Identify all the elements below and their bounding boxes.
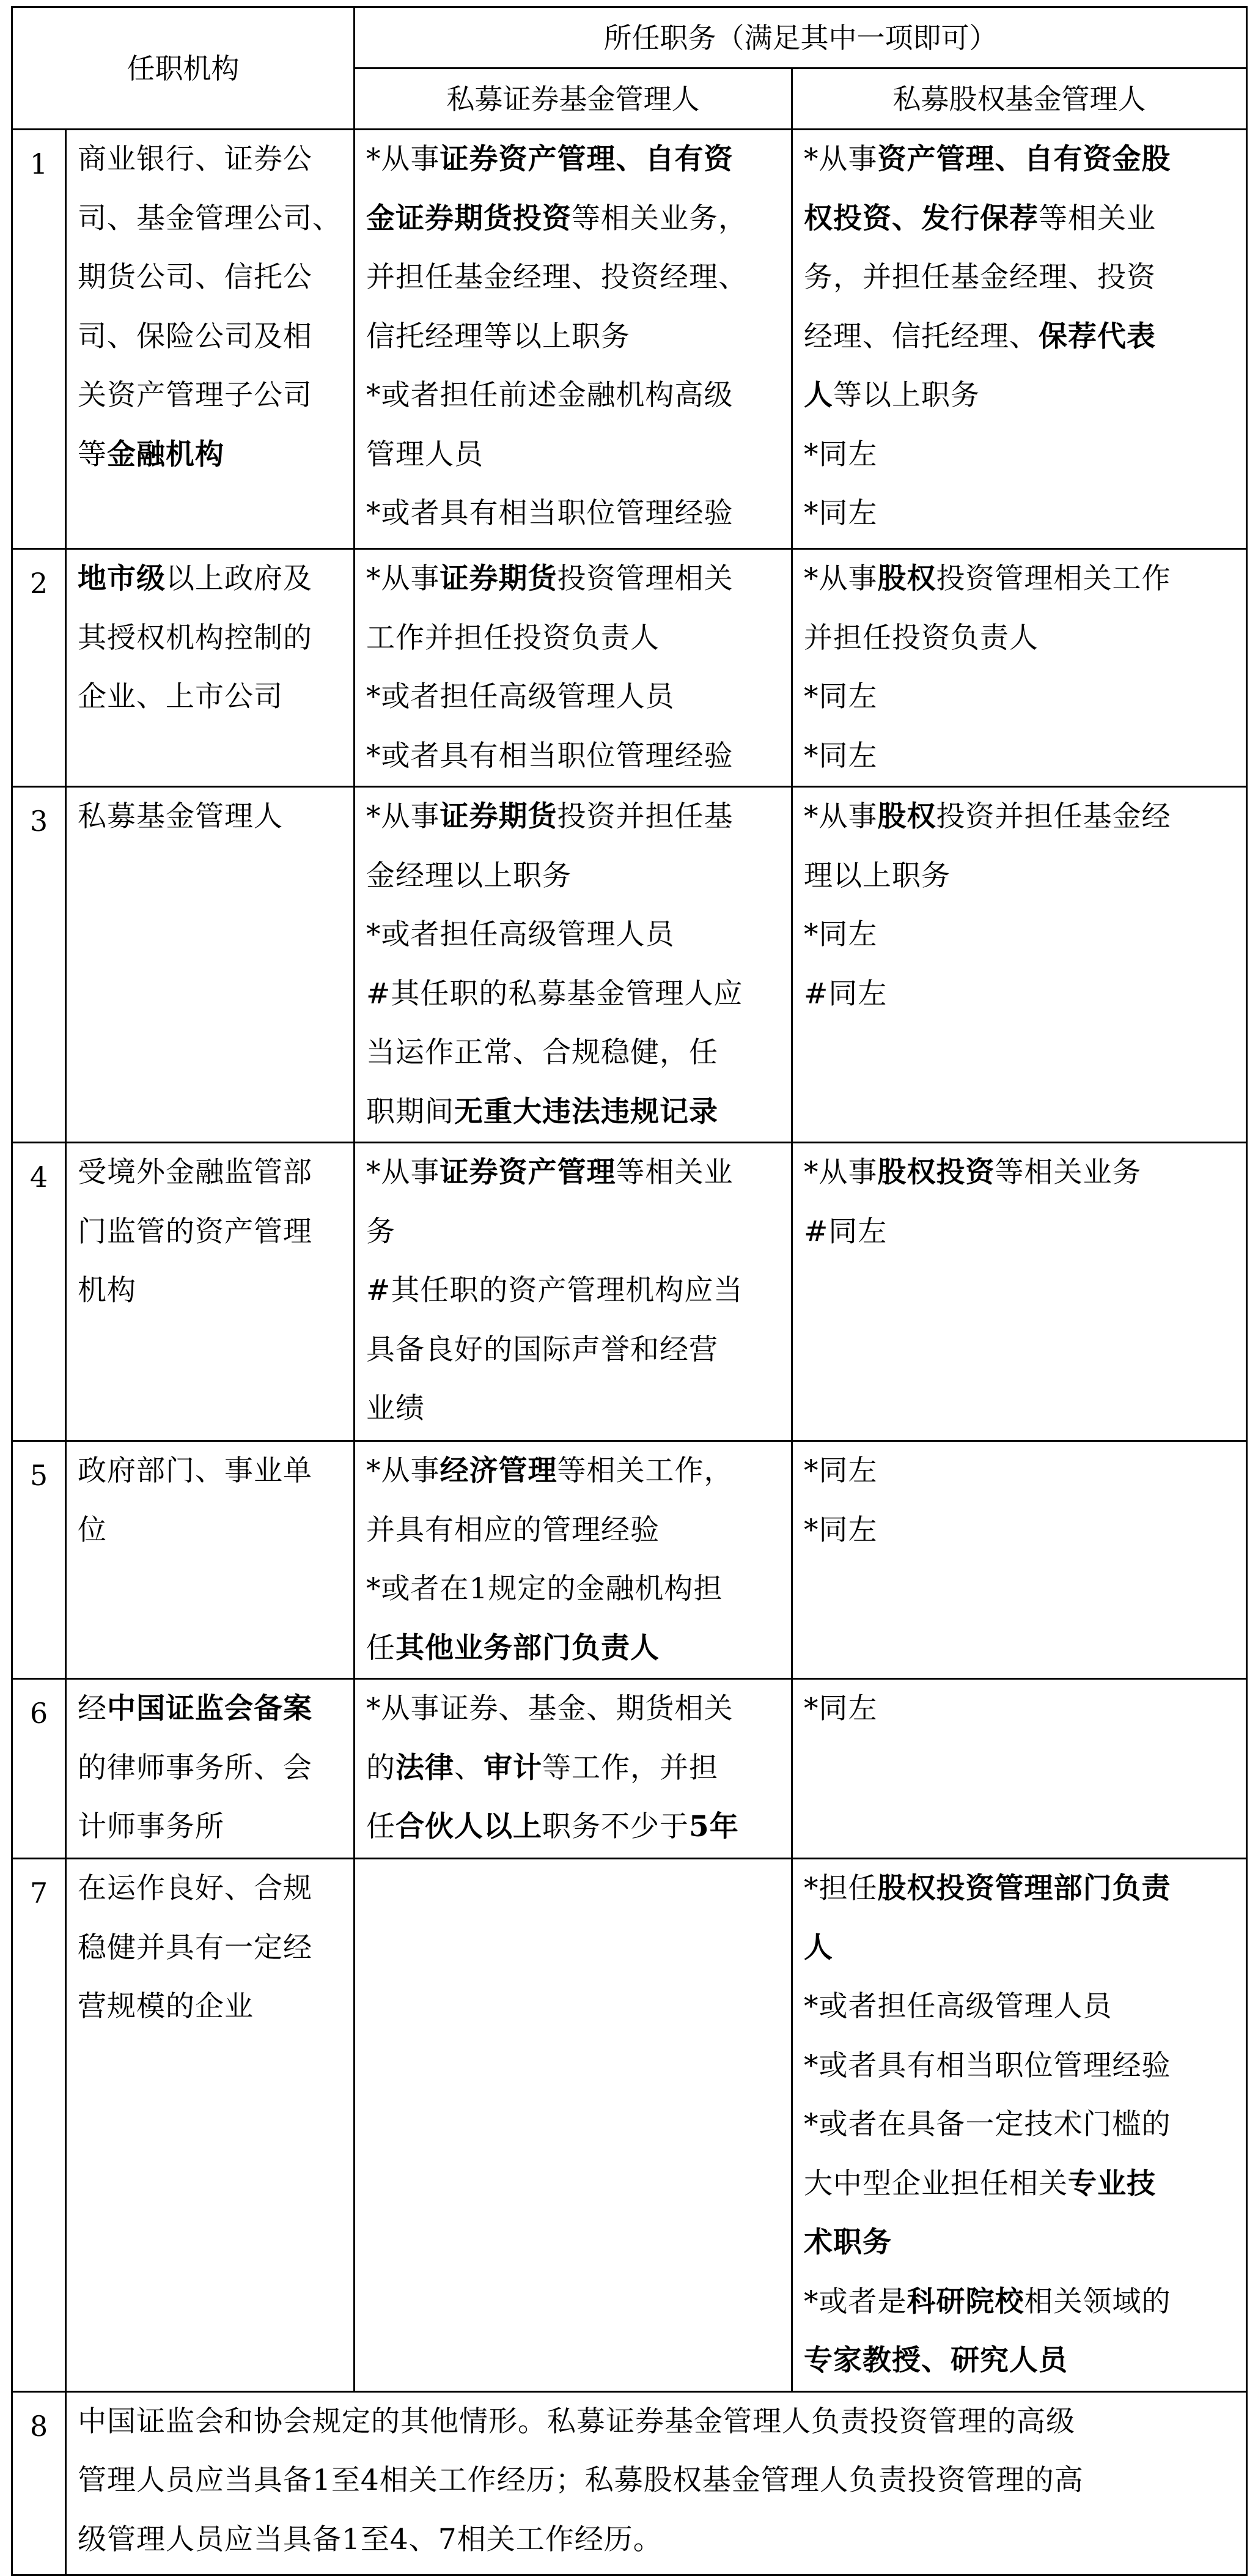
text-segment: *或者在具备一定技术门槛的 xyxy=(804,2108,1171,2141)
table-row xyxy=(12,1441,1247,1679)
institution-line xyxy=(78,308,342,367)
text-segment: *同左 xyxy=(804,918,878,951)
emphasis-text: 合伙人以上 xyxy=(395,1810,542,1843)
emphasis-text: 其他业务部门负责人 xyxy=(395,1631,660,1665)
emphasis-text: 股权投资 xyxy=(877,1156,995,1189)
securities-requirement-line xyxy=(366,484,780,544)
other-situations-line: 管理人员应当具备1至4相关工作经历；私募股权基金管理人负责投资管理的高 xyxy=(78,2463,1084,2497)
table-row xyxy=(12,1143,1247,1441)
equity-requirement-line xyxy=(804,550,1235,609)
emphasis-text: 专家教授、研究人员 xyxy=(804,2344,1068,2377)
header-securities-manager: 私募证券基金管理人 xyxy=(355,68,792,130)
securities-requirement-cell xyxy=(355,1441,792,1679)
text-segment: 位 xyxy=(78,1513,107,1547)
equity-requirement-line xyxy=(804,727,1235,786)
text-segment: *从事证券、基金、期货相关 xyxy=(366,1692,734,1725)
text-segment: *或者在1规定的金融机构担 xyxy=(366,1572,723,1606)
emphasis-text: 地市级 xyxy=(78,562,166,596)
institution-cell xyxy=(66,787,355,1143)
equity-requirement-line xyxy=(804,906,1235,965)
equity-requirement-line xyxy=(804,2155,1235,2214)
securities-requirement-line xyxy=(366,1798,780,1857)
institution-line xyxy=(78,788,342,847)
text-segment: 、 xyxy=(454,1751,484,1785)
text-segment: 受境外金融监管部 xyxy=(78,1156,312,1189)
text-segment: 投资并担任基金经 xyxy=(936,800,1171,833)
institution-line xyxy=(78,190,342,249)
text-segment: *从事 xyxy=(366,1454,440,1488)
equity-requirement-line xyxy=(804,2095,1235,2155)
text-segment: 金经理以上职务 xyxy=(366,858,572,893)
securities-requirement-line xyxy=(366,609,780,668)
institution-line xyxy=(78,366,342,426)
securities-requirement-line xyxy=(366,727,780,786)
text-segment: *同左 xyxy=(804,437,878,471)
emphasis-text: 股权投资管理部门负责 xyxy=(877,1872,1171,1905)
table-row-footer xyxy=(12,2391,1247,2575)
text-segment: 司、保险公司及相 xyxy=(78,319,312,353)
text-segment: #其任职的资产管理机构应当 xyxy=(366,1274,743,1307)
securities-requirement-line xyxy=(366,965,780,1024)
text-segment: 司、基金管理公司、 xyxy=(78,201,342,235)
text-segment: 计师事务所 xyxy=(78,1810,224,1843)
row-number: 2 xyxy=(12,549,66,787)
institution-cell xyxy=(66,1441,355,1679)
text-segment: 机构 xyxy=(78,1274,136,1307)
equity-requirement-line xyxy=(804,366,1235,426)
text-segment: #同左 xyxy=(804,976,888,1011)
emphasis-text: 人 xyxy=(804,378,833,412)
header-position-group: 所任职务（满足其中一项即可） xyxy=(355,7,1247,68)
text-segment: *从事 xyxy=(366,142,440,176)
institution-line xyxy=(78,1739,342,1798)
text-segment: 经理、信托经理、 xyxy=(804,319,1039,353)
row-number: 5 xyxy=(12,1441,66,1679)
table-row xyxy=(12,130,1247,549)
text-segment: 相关领域的 xyxy=(1024,2284,1171,2319)
equity-requirement-line xyxy=(804,788,1235,847)
securities-requirement-line xyxy=(366,906,780,965)
emphasis-text: 证券期货 xyxy=(440,562,557,596)
text-segment: 企业、上市公司 xyxy=(78,680,283,714)
text-segment: 营规模的企业 xyxy=(78,1990,254,2023)
text-segment: 当运作正常、合规稳健，任 xyxy=(366,1036,718,1069)
securities-requirement-line xyxy=(366,550,780,609)
equity-requirement-line xyxy=(804,609,1235,668)
emphasis-text: 保荐代表 xyxy=(1039,319,1156,353)
emphasis-text: 金融机构 xyxy=(107,437,224,471)
institution-line xyxy=(78,1859,342,1919)
emphasis-text: 经济管理 xyxy=(440,1454,557,1488)
header-row-top xyxy=(12,7,1247,68)
securities-requirement-line xyxy=(366,1321,780,1380)
text-segment: *从事 xyxy=(804,142,878,176)
securities-requirement-cell xyxy=(355,1679,792,1859)
securities-requirement-cell xyxy=(355,787,792,1143)
equity-requirement-cell xyxy=(792,549,1247,787)
equity-requirement-line xyxy=(804,190,1235,249)
text-segment: 业绩 xyxy=(366,1392,425,1425)
text-segment: 关资产管理子公司 xyxy=(78,378,312,412)
text-segment: *或者担任高级管理人员 xyxy=(366,918,675,951)
securities-requirement-line xyxy=(366,1501,780,1560)
text-segment: *或者具有相当职位管理经验 xyxy=(804,2048,1171,2083)
emphasis-text: 人 xyxy=(804,1930,833,1965)
text-segment: #同左 xyxy=(804,1214,888,1249)
row-number: 6 xyxy=(12,1679,66,1859)
securities-requirement-line xyxy=(366,668,780,727)
text-segment: 理以上职务 xyxy=(804,858,951,893)
text-segment: *同左 xyxy=(804,739,878,773)
emphasis-text: 资产管理、自有资金股 xyxy=(877,142,1171,176)
emphasis-text: 术职务 xyxy=(804,2226,892,2259)
emphasis-text: 股权 xyxy=(877,562,936,596)
institution-cell xyxy=(66,1143,355,1441)
emphasis-text: 权投资、发行保荐 xyxy=(804,201,1039,235)
equity-requirement-cell xyxy=(792,1859,1247,2392)
securities-requirement-line xyxy=(366,130,780,190)
text-segment: *同左 xyxy=(804,1513,878,1547)
securities-requirement-line xyxy=(366,190,780,249)
securities-requirement-cell xyxy=(355,549,792,787)
text-segment: 以上政府及 xyxy=(166,562,312,596)
institution-line xyxy=(78,1442,342,1501)
text-segment: 的 xyxy=(366,1751,395,1785)
text-segment: 大中型企业担任相关 xyxy=(804,2166,1068,2201)
institution-line xyxy=(78,1919,342,1978)
securities-requirement-line xyxy=(366,426,780,485)
institution-line xyxy=(78,1798,342,1857)
institution-line xyxy=(78,1261,342,1321)
securities-requirement-line xyxy=(366,308,780,367)
text-segment: *或者担任高级管理人员 xyxy=(804,1990,1113,2023)
equity-requirement-line xyxy=(804,1143,1235,1203)
securities-requirement-cell xyxy=(355,1143,792,1441)
text-segment: 职务不少于 xyxy=(542,1810,689,1843)
emphasis-text: 法律 xyxy=(395,1751,454,1785)
text-segment: 具备良好的国际声誉和经营 xyxy=(366,1332,718,1367)
equity-requirement-line xyxy=(804,1442,1235,1501)
qualification-table xyxy=(11,6,1248,2576)
text-segment: 私募基金管理人 xyxy=(78,800,283,833)
equity-requirement-cell xyxy=(792,1143,1247,1441)
institution-cell xyxy=(66,1859,355,2392)
equity-requirement-line xyxy=(804,1859,1235,1919)
equity-requirement-line xyxy=(804,426,1235,485)
equity-requirement-line xyxy=(804,1977,1235,2037)
text-segment: *或者担任高级管理人员 xyxy=(366,680,675,714)
institution-line xyxy=(78,130,342,190)
text-segment: 的律师事务所、会 xyxy=(78,1751,312,1785)
text-segment: 信托经理等以上职务 xyxy=(366,319,630,353)
equity-requirement-line xyxy=(804,2213,1235,2273)
institution-line xyxy=(78,550,342,609)
text-segment: 稳健并具有一定经 xyxy=(78,1930,312,1965)
table-row xyxy=(12,787,1247,1143)
other-situations-line: 中国证监会和协会规定的其他情形。私募证券基金管理人负责投资管理的高级 xyxy=(78,2404,1075,2438)
securities-requirement-cell xyxy=(355,1859,792,2392)
text-segment: *同左 xyxy=(804,496,878,530)
institution-line xyxy=(78,668,342,727)
equity-requirement-line xyxy=(804,2331,1235,2391)
text-segment: *同左 xyxy=(804,1454,878,1488)
securities-requirement-line xyxy=(366,1560,780,1619)
institution-line xyxy=(78,1977,342,2037)
securities-requirement-line xyxy=(366,1024,780,1083)
equity-requirement-line xyxy=(804,308,1235,367)
equity-requirement-line xyxy=(804,248,1235,308)
text-segment: *担任 xyxy=(804,1872,878,1905)
securities-requirement-line xyxy=(366,366,780,426)
securities-requirement-line xyxy=(366,1203,780,1262)
row-number: 4 xyxy=(12,1143,66,1441)
institution-cell xyxy=(66,130,355,549)
table-row xyxy=(12,1679,1247,1859)
text-segment: 任 xyxy=(366,1631,395,1665)
institution-line xyxy=(78,609,342,668)
institution-line xyxy=(78,248,342,308)
table-row xyxy=(12,1859,1247,2392)
securities-requirement-line xyxy=(366,248,780,308)
text-segment: 职期间 xyxy=(366,1094,454,1129)
institution-line xyxy=(78,1680,342,1739)
institution-line xyxy=(78,426,342,485)
text-segment: #其任职的私募基金管理人应 xyxy=(366,976,743,1011)
equity-requirement-line xyxy=(804,2037,1235,2096)
text-segment: *从事 xyxy=(804,1156,878,1189)
text-segment: *或者担任前述金融机构高级 xyxy=(366,378,734,412)
text-segment: *或者是 xyxy=(804,2284,907,2319)
text-segment: *同左 xyxy=(804,1692,878,1725)
equity-requirement-cell xyxy=(792,1679,1247,1859)
emphasis-text: 股权 xyxy=(877,800,936,833)
securities-requirement-line xyxy=(366,1739,780,1798)
equity-requirement-line xyxy=(804,1203,1235,1262)
text-segment: *从事 xyxy=(366,800,440,833)
text-segment: 其授权机构控制的 xyxy=(78,621,312,655)
institution-cell xyxy=(66,549,355,787)
text-segment: 投资管理相关 xyxy=(557,562,734,596)
equity-requirement-line xyxy=(804,1919,1235,1978)
text-segment: *从事 xyxy=(366,562,440,596)
text-segment: 等相关业 xyxy=(1039,201,1156,235)
institution-line xyxy=(78,1203,342,1262)
equity-requirement-line xyxy=(804,484,1235,544)
emphasis-text: 审计 xyxy=(484,1751,542,1785)
equity-requirement-line xyxy=(804,2273,1235,2332)
text-segment: 等相关业务 xyxy=(995,1156,1142,1189)
equity-requirement-line xyxy=(804,1680,1235,1739)
equity-requirement-line xyxy=(804,847,1235,906)
row-number: 1 xyxy=(12,130,66,549)
text-segment: 等相关业 xyxy=(616,1156,734,1189)
emphasis-text: 专业技 xyxy=(1068,2166,1156,2201)
row-number: 3 xyxy=(12,787,66,1143)
equity-requirement-cell xyxy=(792,130,1247,549)
text-segment: 等工作，并担 xyxy=(542,1751,718,1785)
text-segment: 等以上职务 xyxy=(833,378,980,412)
institution-line xyxy=(78,1501,342,1560)
row-number: 8 xyxy=(12,2391,66,2575)
text-segment: *从事 xyxy=(804,800,878,833)
text-segment: 并担任投资负责人 xyxy=(804,621,1039,655)
securities-requirement-line xyxy=(366,1083,780,1142)
emphasis-text: 中国证监会备案 xyxy=(107,1692,312,1725)
emphasis-text: 金证券期货投资 xyxy=(366,201,572,235)
securities-requirement-line xyxy=(366,1143,780,1203)
other-situations-cell xyxy=(66,2391,1247,2575)
emphasis-text: 证券资产管理、自有资 xyxy=(440,142,734,176)
qualification-document xyxy=(11,6,1246,2576)
securities-requirement-line xyxy=(366,1619,780,1678)
text-segment: 期货公司、信托公 xyxy=(78,260,312,294)
securities-requirement-line xyxy=(366,1261,780,1321)
securities-requirement-line xyxy=(366,847,780,906)
text-segment: *从事 xyxy=(366,1156,440,1189)
institution-cell xyxy=(66,1679,355,1859)
equity-requirement-cell xyxy=(792,1441,1247,1679)
securities-requirement-line xyxy=(366,1379,780,1439)
emphasis-text: 证券期货 xyxy=(440,800,557,833)
text-segment: 等 xyxy=(78,437,107,471)
text-segment: 等相关业务， xyxy=(572,201,748,235)
emphasis-text: 科研院校 xyxy=(907,2284,1024,2319)
text-segment: 经 xyxy=(78,1692,107,1725)
equity-requirement-line xyxy=(804,1501,1235,1560)
text-segment: *或者具有相当职位管理经验 xyxy=(366,739,734,773)
securities-requirement-cell xyxy=(355,130,792,549)
securities-requirement-line xyxy=(366,788,780,847)
text-segment: 并担任基金经理、投资经理、 xyxy=(366,260,748,294)
text-segment: 务，并担任基金经理、投资 xyxy=(804,260,1156,294)
emphasis-text: 证券资产管理 xyxy=(440,1156,616,1189)
text-segment: *从事 xyxy=(804,562,878,596)
text-segment: 门监管的资产管理 xyxy=(78,1214,312,1249)
equity-requirement-line xyxy=(804,965,1235,1024)
header-equity-manager: 私募股权基金管理人 xyxy=(792,68,1247,130)
text-segment: 投资管理相关工作 xyxy=(936,562,1171,596)
header-institution: 任职机构 xyxy=(12,7,355,130)
equity-requirement-line xyxy=(804,668,1235,727)
text-segment: 等相关工作， xyxy=(557,1454,734,1488)
other-situations-line: 级管理人员应当具备1至4、7相关工作经历。 xyxy=(78,2522,663,2556)
text-segment: 务 xyxy=(366,1214,395,1249)
equity-requirement-line xyxy=(804,130,1235,190)
text-segment: 并具有相应的管理经验 xyxy=(366,1513,660,1547)
text-segment: 管理人员 xyxy=(366,437,484,471)
text-segment: *或者具有相当职位管理经验 xyxy=(366,496,734,530)
emphasis-text: 5年 xyxy=(689,1810,739,1843)
securities-requirement-line xyxy=(366,1680,780,1739)
text-segment: 在运作良好、合规 xyxy=(78,1872,312,1905)
institution-line xyxy=(78,1143,342,1203)
table-row xyxy=(12,549,1247,787)
text-segment: 投资并担任基 xyxy=(557,800,734,833)
text-segment: 工作并担任投资负责人 xyxy=(366,621,660,655)
emphasis-text: 无重大违法违规记录 xyxy=(454,1094,718,1129)
text-segment: 任 xyxy=(366,1810,395,1843)
equity-requirement-cell xyxy=(792,787,1247,1143)
row-number: 7 xyxy=(12,1859,66,2392)
text-segment: 商业银行、证券公 xyxy=(78,142,312,176)
text-segment: 政府部门、事业单 xyxy=(78,1454,312,1488)
text-segment: *同左 xyxy=(804,680,878,714)
securities-requirement-line xyxy=(366,1442,780,1501)
